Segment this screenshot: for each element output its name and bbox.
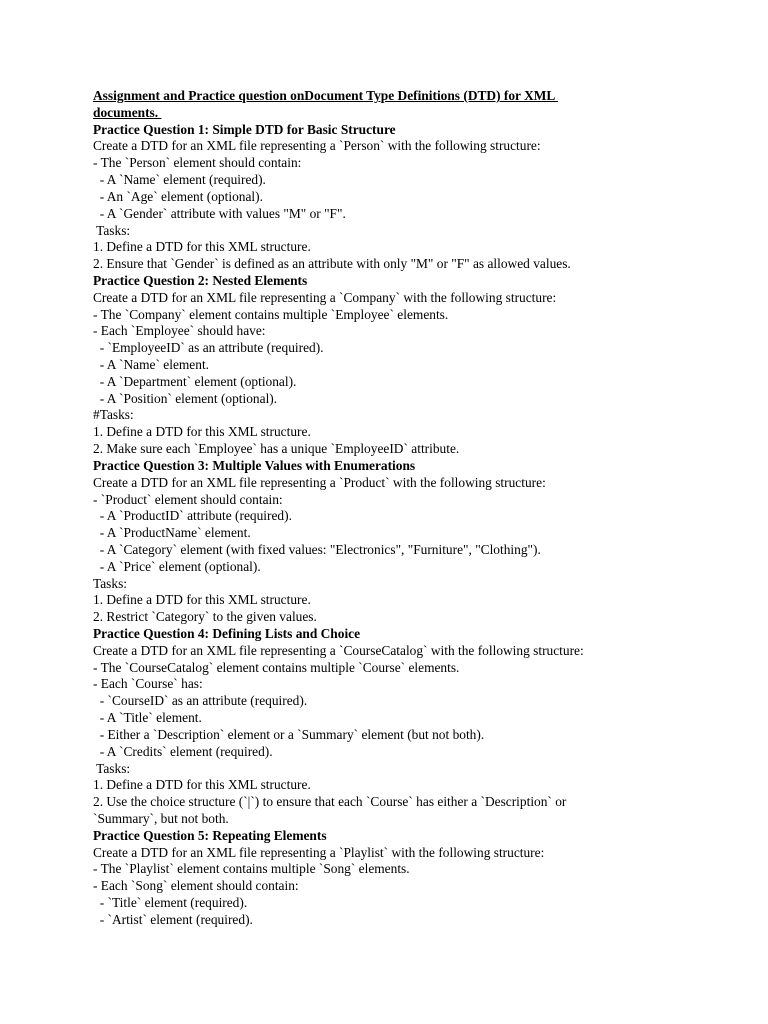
question-line: 1. Define a DTD for this XML structure. [93,592,311,608]
document-title-line-2: documents. [93,104,162,120]
question-line: - A `Gender` attribute with values "M" or "F". [93,205,346,221]
question-heading: Practice Question 1: Simple DTD for Basic Structure [93,121,396,137]
question-line: Create a DTD for an XML file representing a `CourseCatalog` with the following structure: [93,642,584,658]
question-line: Create a DTD for an XML file representing a `Company` with the following structure: [93,289,557,305]
question-line: - A `ProductID` attribute (required). [93,508,292,524]
question-line: Create a DTD for an XML file representing a `Person` with the following structure: [93,138,541,154]
question-line: Tasks: [93,575,128,591]
question-line: Create a DTD for an XML file representing a `Product` with the following structure: [93,474,546,490]
question-line: - `CourseID` as an attribute (required). [93,693,308,709]
practice-question-5 [93,828,693,929]
practice-question-1 [93,122,693,273]
question-line: 1. Define a DTD for this XML structure. [93,424,311,440]
question-line: - The `CourseCatalog` element contains multiple `Course` elements. [93,659,460,675]
question-heading: Practice Question 4: Defining Lists and Choice [93,626,361,641]
document-page [93,88,693,929]
practice-question-2 [93,273,693,458]
question-line: - Either a `Description` element or a `Summary` element (but not both). [93,726,485,742]
question-line: - The `Company` element contains multiple `Employee` elements. [93,306,449,322]
question-line: - A `Name` element. [93,357,210,372]
question-line: - A `Price` element (optional). [93,558,261,574]
question-heading: Practice Question 5: Repeating Elements [93,827,327,843]
practice-question-4 [93,626,693,828]
question-heading: Practice Question 2: Nested Elements [93,272,308,288]
question-line: - `Title` element (required). [93,895,248,910]
question-line: - `EmployeeID` as an attribute (required). [93,340,324,356]
question-line: Tasks: [93,760,131,776]
question-line: - A `Title` element. [93,710,202,726]
question-line: - Each `Course` has: [93,676,203,692]
question-line: - A `ProductName` element. [93,525,251,541]
question-line: 1. Define a DTD for this XML structure. [93,239,311,255]
question-heading: Practice Question 3: Multiple Values with Enumerations [93,457,416,473]
question-line: 2. Make sure each `Employee` has a unique `EmployeeID` attribute. [93,441,460,457]
question-line: 1. Define a DTD for this XML structure. [93,777,311,793]
question-line: - A `Department` element (optional). [93,373,297,389]
question-line: - A `Name` element (required). [93,172,266,188]
question-line: #Tasks: [93,407,134,423]
question-line: - An `Age` element (optional). [93,188,263,204]
document-title-line-1: Assignment and Practice question onDocument Type Definitions (DTD) for XML [93,88,558,103]
question-line: - The `Playlist` element contains multiple `Song` elements. [93,861,410,877]
question-line: - A `Credits` element (required). [93,743,273,759]
question-line: Create a DTD for an XML file representing a `Playlist` with the following structure: [93,844,545,860]
question-line: - The `Person` element should contain: [93,155,302,171]
question-line: Tasks: [93,222,131,238]
question-line: - `Artist` element (required). [93,911,253,927]
question-line: - Each `Employee` should have: [93,323,266,339]
question-line: 2. Ensure that `Gender` is defined as an attribute with only "M" or "F" as allowed values. [93,256,571,272]
question-line: - Each `Song` element should contain: [93,878,299,894]
question-line: - A `Category` element (with fixed values: "Electronics", "Furniture", "Clothing"). [93,541,541,557]
question-line: 2. Restrict `Category` to the given values. [93,609,317,625]
question-line: `Summary`, but not both. [93,810,229,826]
question-line: 2. Use the choice structure (`|`) to ensure that each `Course` has either a `Description` or [93,794,567,810]
practice-question-3 [93,458,693,626]
question-line: - A `Position` element (optional). [93,390,278,406]
question-line: - `Product` element should contain: [93,491,283,507]
